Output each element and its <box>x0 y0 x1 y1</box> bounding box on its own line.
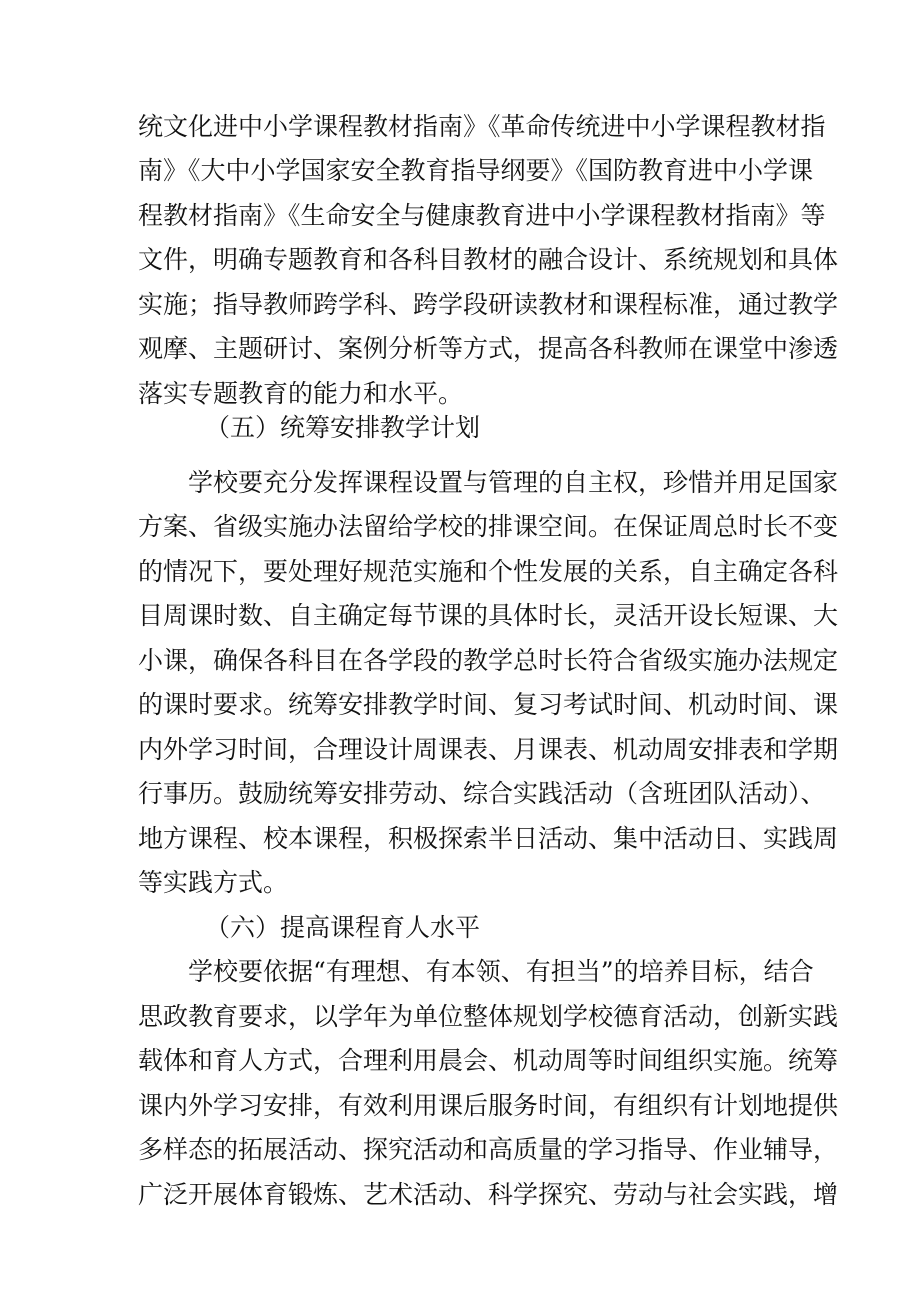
body-text-line: 小课，确保各科目在各学段的教学总时长符合省级实施办法规定 <box>138 646 839 675</box>
body-text-line: 文件，明确专题教育和各科目教材的融合设计、系统规划和具体 <box>138 245 839 274</box>
body-text-line: 行事历。鼓励统筹安排劳动、综合实践活动（含班团队活动）、 <box>138 779 826 808</box>
body-text-line: 的情况下，要处理好规范实施和个性发展的关系，自主确定各科 <box>138 557 839 586</box>
body-text-line: 实施；指导教师跨学科、跨学段研读教材和课程标准，通过教学 <box>138 290 839 319</box>
body-text-line: 等实践方式。 <box>138 868 289 897</box>
body-text-line: 广泛开展体育锻炼、艺术活动、科学探究、劳动与社会实践，增 <box>138 1180 839 1209</box>
body-text-line: 方案、省级实施办法留给学校的排课空间。在保证周总时长不变 <box>138 512 839 541</box>
body-text-line: 统文化进中小学课程教材指南》《革命传统进中小学课程教材指 <box>138 112 826 141</box>
body-text-line: 观摩、主题研讨、案例分析等方式，提高各科教师在课堂中渗透 <box>138 334 839 363</box>
section-heading-six: （六）提高课程育人水平 <box>205 913 481 942</box>
paragraph-first-line: 学校要依据“有理想、有本领、有担当”的培养目标，结合 <box>188 957 814 986</box>
body-text-line: 南》《大中小学国家安全教育指导纲要》《国防教育进中小学课 <box>138 156 814 185</box>
body-text-line: 落实专题教育的能力和水平。 <box>138 379 464 408</box>
body-text-line: 多样态的拓展活动、探究活动和高质量的学习指导、作业辅导， <box>138 1135 839 1164</box>
section-heading-five: （五）统筹安排教学计划 <box>205 413 481 442</box>
body-text-line: 的课时要求。统筹安排教学时间、复习考试时间、机动时间、课 <box>138 690 839 719</box>
body-text-line: 程教材指南》《生命安全与健康教育进中小学课程教材指南》等 <box>138 201 826 230</box>
paragraph-first-line: 学校要充分发挥课程设置与管理的自主权，珍惜并用足国家 <box>188 468 839 497</box>
body-text-line: 课内外学习安排，有效利用课后服务时间，有组织有计划地提供 <box>138 1091 839 1120</box>
body-text-line: 内外学习时间，合理设计周课表、月课表、机动周安排表和学期 <box>138 735 839 764</box>
body-text-line: 载体和育人方式，合理利用晨会、机动周等时间组织实施。统筹 <box>138 1046 839 1075</box>
body-text-line: 地方课程、校本课程，积极探索半日活动、集中活动日、实践周 <box>138 824 839 853</box>
body-text-line: 思政教育要求，以学年为单位整体规划学校德育活动，创新实践 <box>138 1002 839 1031</box>
body-text-line: 目周课时数、自主确定每节课的具体时长，灵活开设长短课、大 <box>138 601 839 630</box>
